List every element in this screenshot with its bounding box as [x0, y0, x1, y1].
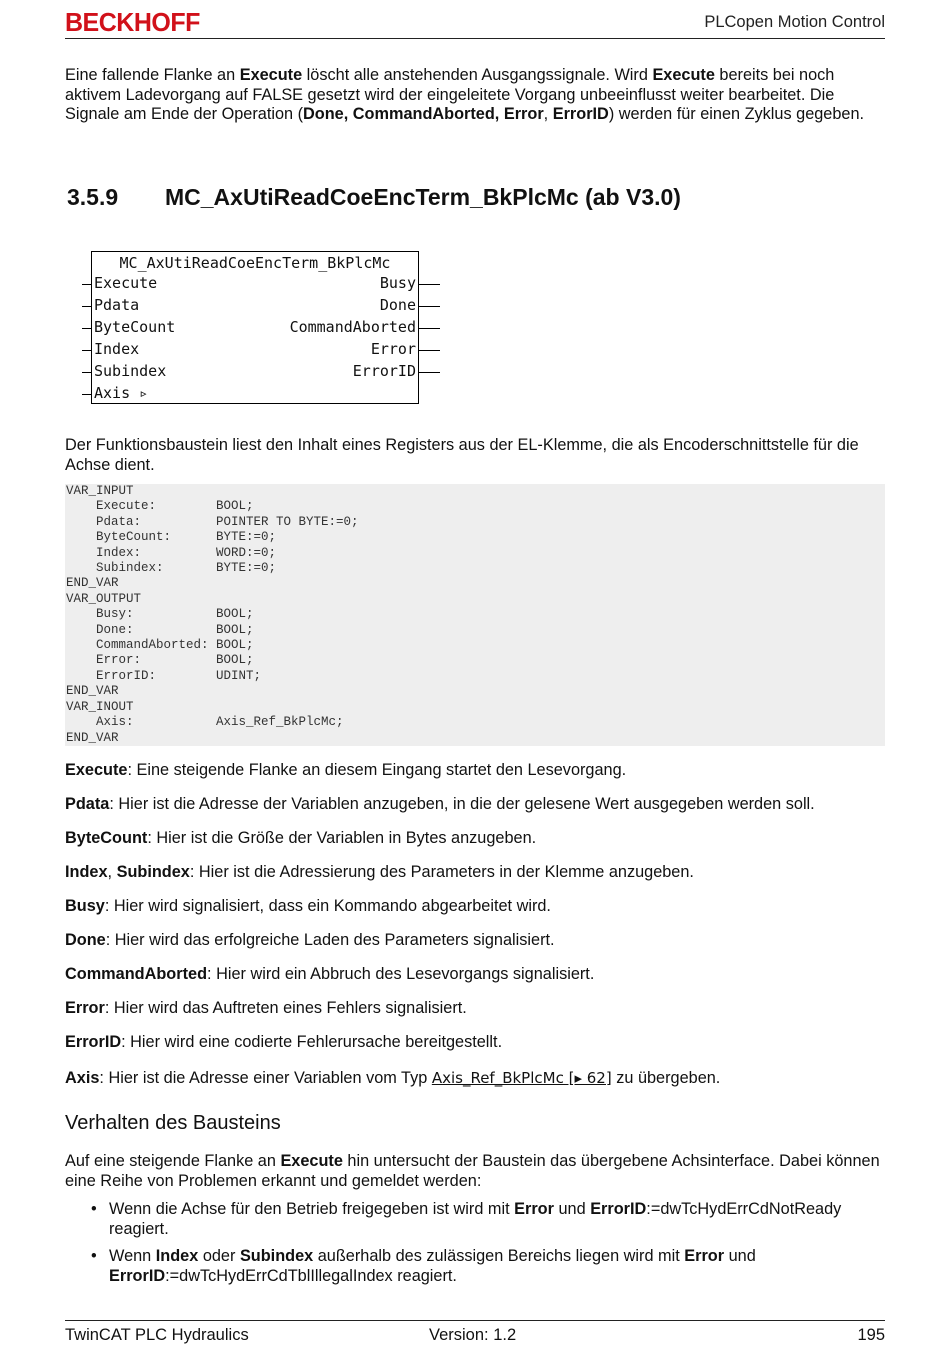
definition-text: : Hier ist die Größe der Variablen in Bytes anzugeben. — [147, 829, 537, 847]
fb-output-done: Done — [379, 296, 416, 314]
definition-pdata — [65, 795, 815, 814]
definition-errorid — [65, 1033, 502, 1052]
fb-row-5 — [92, 362, 418, 382]
definition-text: : Hier wird das Auftreten eines Fehlers signalisiert. — [104, 999, 467, 1017]
bullet-dot-icon: • — [91, 1247, 97, 1265]
page-header — [65, 8, 885, 39]
page-footer — [65, 1326, 885, 1348]
bullet-text: :=dwTcHydErrCdNotReady reagiert. — [109, 1200, 842, 1238]
intro-paragraph — [65, 66, 887, 125]
output-pin — [418, 328, 440, 329]
list-item-text — [109, 1247, 887, 1286]
bullet-text: :=dwTcHydErrCdTblIllegalIndex reagiert. — [165, 1266, 457, 1285]
intro-text-5: ) werden für einen Zyklus gegeben. — [608, 105, 865, 123]
fb-input-subindex: Subindex — [94, 362, 167, 380]
intro-text-1: Eine fallende Flanke an — [65, 66, 240, 84]
definition-text: : Hier wird das erfolgreiche Laden des Parameters signalisiert. — [105, 931, 555, 949]
section-title: MC_AxUtiReadCoeEncTerm_BkPlcMc (ab V3.0) — [165, 184, 681, 210]
definition-error — [65, 999, 467, 1018]
bullet-text: und — [553, 1200, 591, 1218]
definition-index-subindex — [65, 863, 694, 882]
section-heading — [67, 184, 681, 211]
intro-bold-execute: Execute — [239, 66, 303, 84]
bullet-bold: Error — [514, 1200, 554, 1218]
function-block-diagram — [91, 251, 419, 404]
output-pin — [418, 350, 440, 351]
footer-divider — [65, 1320, 885, 1321]
list-item-text — [109, 1200, 887, 1239]
output-pin — [418, 306, 440, 307]
bullet-text: und — [724, 1247, 756, 1265]
input-pin — [82, 284, 92, 285]
intro-text-4: , — [543, 105, 553, 123]
definition-term: ErrorID — [65, 1033, 122, 1051]
input-pin — [82, 350, 92, 351]
definition-text: : Hier wird ein Abbruch des Lesevorgangs signalisiert. — [207, 965, 595, 983]
definition-execute — [65, 761, 626, 780]
fb-output-errorid: ErrorID — [352, 362, 416, 380]
code-listing — [65, 484, 885, 746]
bullet-bold: ErrorID — [109, 1266, 166, 1285]
fb-row-2 — [92, 296, 418, 316]
definition-text: : Eine steigende Flanke an diesem Eingang startet den Lesevorgang. — [127, 761, 627, 779]
function-block-name: MC_AxUtiReadCoeEncTerm_BkPlcMc — [119, 254, 391, 272]
definition-bytecount — [65, 829, 536, 848]
fb-row-3 — [92, 318, 418, 338]
definition-text: : Hier ist die Adresse einer Variablen vom Typ — [99, 1069, 432, 1087]
input-pin — [82, 306, 92, 307]
bullet-text: außerhalb des zulässigen Bereichs liegen wird mit — [313, 1247, 685, 1265]
behavior-text-2: hin untersucht der Baustein das übergebene Achsinterface. Dabei können eine Reihe von Problemen erkannt und gemeldet werden: — [65, 1152, 880, 1190]
intro-bold-execute-2: Execute — [652, 66, 715, 84]
fb-output-commandaborted: CommandAborted — [289, 318, 416, 336]
bullet-bold: Error — [684, 1247, 725, 1265]
fb-output-busy: Busy — [379, 274, 416, 292]
definition-term: Done — [65, 931, 106, 949]
fb-inout-axis: Axis ▹ — [94, 384, 149, 402]
input-pin — [82, 328, 92, 329]
definition-term-2: Subindex — [116, 863, 190, 881]
definition-separator: , — [107, 863, 117, 881]
subheading: Verhalten des Bausteins — [65, 1112, 281, 1134]
definition-term: Busy — [65, 897, 105, 915]
definition-term: ByteCount — [65, 829, 148, 847]
behavior-bold-execute: Execute — [280, 1152, 343, 1170]
definition-text: : Hier ist die Adressierung des Parameters in der Klemme anzugeben. — [189, 863, 694, 881]
definition-text-2: zu übergeben. — [611, 1069, 721, 1087]
definition-text: : Hier ist die Adresse der Variablen anzugeben, in die der gelesene Wert ausgegeben werden soll. — [109, 795, 815, 813]
code-text: VAR_INPUT Execute: BOOL; Pdata: POINTER TO BYTE:=0; ByteCount: BYTE:=0; Index: WORD:=0; Subindex: BYTE:=0; END_VAR VAR_OUTPUT Busy: BOOL; Done: BOOL; CommandAborted: BOOL; Error: BOOL; ErrorID: UDINT; END_VAR VAR_INOUT Axis: Axis_Ref_BkPlcMc; END_VAR — [66, 484, 359, 745]
behavior-text-1: Auf eine steigende Flanke an — [65, 1152, 281, 1170]
definition-term: Error — [65, 999, 105, 1017]
bullet-bold: ErrorID — [590, 1200, 647, 1218]
bullet-text: Wenn — [109, 1247, 156, 1265]
bullet-text: Wenn die Achse für den Betrieb freigegeben ist wird mit — [109, 1200, 515, 1218]
definition-term: Axis — [65, 1069, 100, 1087]
definition-text: : Hier wird signalisiert, dass ein Kommando abgearbeitet wird. — [104, 897, 551, 915]
output-pin — [418, 284, 440, 285]
output-pin — [418, 372, 440, 373]
definition-axis — [65, 1069, 720, 1088]
section-number: 3.5.9 — [67, 184, 119, 210]
bullet-dot-icon: • — [91, 1200, 97, 1218]
bullet-bold: Index — [155, 1247, 199, 1265]
definition-term: Index — [65, 863, 108, 881]
intro-bold-signals: Done, CommandAborted, Error — [303, 105, 544, 123]
fb-row-1 — [92, 274, 418, 294]
fb-input-bytecount: ByteCount — [94, 318, 176, 336]
definition-text: : Hier wird eine codierte Fehlerursache bereitgestellt. — [121, 1033, 503, 1051]
fb-row-6 — [92, 384, 418, 404]
fb-input-index: Index — [94, 340, 140, 358]
behavior-paragraph — [65, 1152, 887, 1191]
input-pin — [82, 394, 92, 395]
footer-version: Version: 1.2 — [429, 1326, 517, 1344]
intro-text-3: bereits bei noch aktivem Ladevorgang auf FALSE gesetzt wird der eingeleitete Vorgang unbeeinflusst weiter bearbeitet. Die Signale am Ende der Operation ( — [65, 66, 835, 123]
beckhoff-logo: BECKHOFF — [65, 8, 200, 38]
intro-bold-errorid: ErrorID — [552, 105, 609, 123]
definition-commandaborted — [65, 965, 594, 984]
definition-busy — [65, 897, 551, 916]
definition-term: Execute — [65, 761, 128, 779]
input-pin — [82, 372, 92, 373]
bullet-bold: Subindex — [239, 1247, 314, 1265]
bullet-text: oder — [198, 1247, 240, 1265]
intro-text-2: löscht alle anstehenden Ausgangssignale. Wird — [302, 66, 653, 84]
definition-done — [65, 931, 555, 950]
fb-input-pdata: Pdata — [94, 296, 140, 314]
fb-output-error: Error — [370, 340, 416, 358]
fb-row-4 — [92, 340, 418, 360]
fb-input-execute: Execute — [94, 274, 158, 292]
definition-term: CommandAborted — [65, 965, 208, 983]
block-description: Der Funktionsbaustein liest den Inhalt eines Registers aus der EL-Klemme, die als Encoderschnittstelle für die Achse dient. — [65, 436, 859, 474]
header-title: PLCopen Motion Control — [704, 13, 885, 31]
axis-ref-link[interactable]: Axis_Ref_BkPlcMc [▸ 62] — [431, 1069, 612, 1087]
footer-product: TwinCAT PLC Hydraulics — [65, 1326, 249, 1344]
page-number: 195 — [857, 1326, 885, 1344]
definition-term: Pdata — [65, 795, 110, 813]
